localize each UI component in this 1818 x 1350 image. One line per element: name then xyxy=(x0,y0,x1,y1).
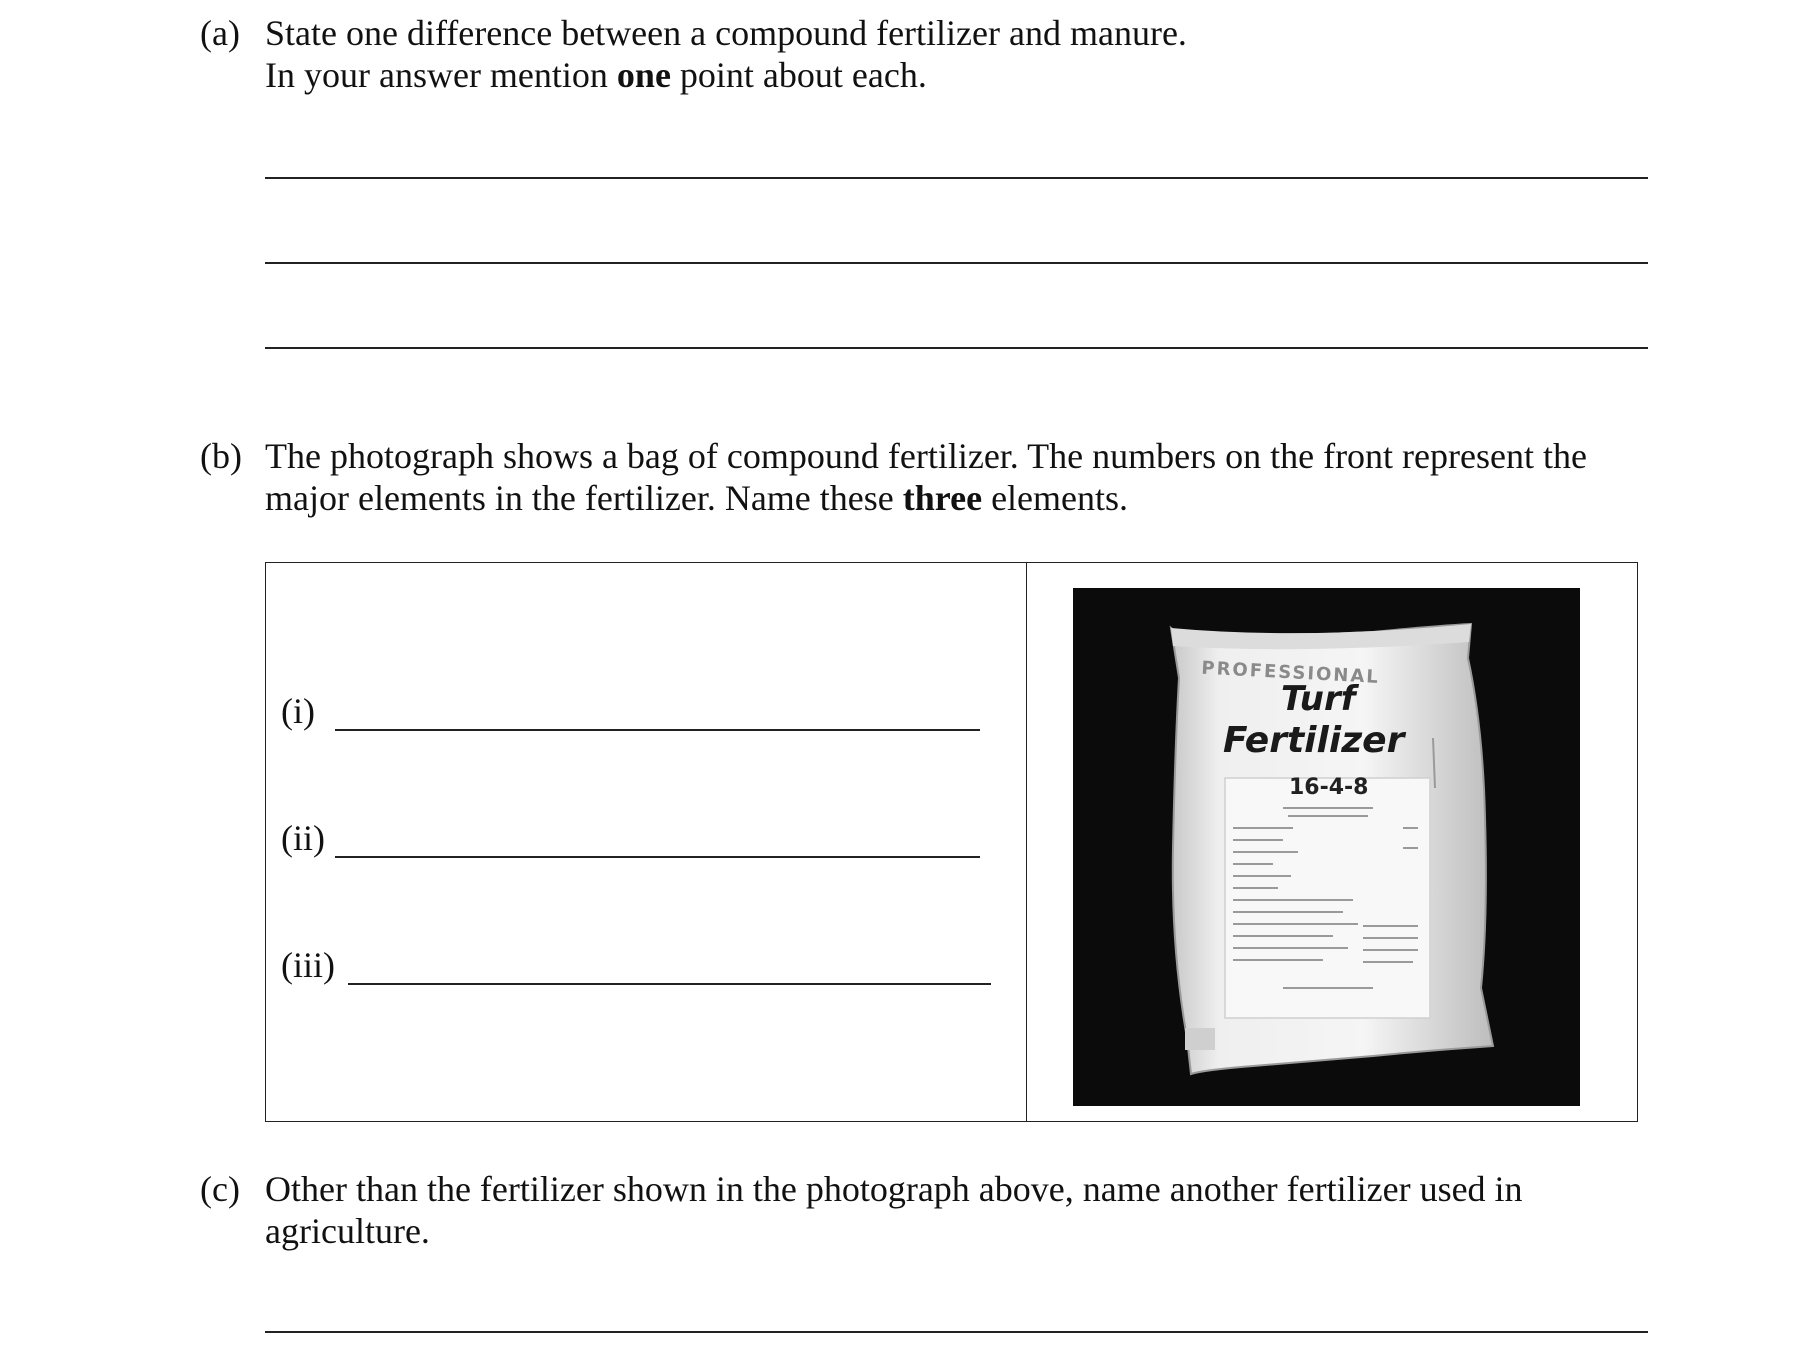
part-b-answer-line-i[interactable] xyxy=(335,729,980,731)
part-b-label: (b) xyxy=(200,436,242,476)
part-c-line1: Other than the fertilizer shown in the photograph above, name another fertilizer used in xyxy=(265,1169,1523,1209)
part-b-item-i-label: (i) xyxy=(281,691,315,731)
part-a-line2: In your answer mention one point about each. xyxy=(265,55,927,95)
bag-label-panel xyxy=(1225,778,1430,1018)
part-b-question xyxy=(265,435,1587,519)
part-a-question xyxy=(265,12,1187,96)
part-b-line1: The photograph shows a bag of compound fertilizer. The numbers on the front represent the xyxy=(265,436,1587,476)
part-b-item-iii-label: (iii) xyxy=(281,945,335,985)
bag-npk-numbers: 16-4-8 xyxy=(1289,775,1369,800)
part-a-answer-line-3[interactable] xyxy=(265,347,1648,349)
bag-title-line2: Fertilizer xyxy=(1223,720,1405,761)
part-c-line2: agriculture. xyxy=(265,1211,430,1251)
fertilizer-bag-illustration xyxy=(1073,588,1580,1106)
part-b-item-ii-label: (ii) xyxy=(281,818,325,858)
part-c-answer-line[interactable] xyxy=(265,1331,1648,1333)
part-c-question xyxy=(265,1168,1523,1252)
part-a-answer-line-2[interactable] xyxy=(265,262,1648,264)
part-c-label: (c) xyxy=(200,1169,240,1209)
bag-barcode xyxy=(1185,1028,1215,1050)
bag-brand-text: PROFESSIONAL xyxy=(1200,657,1381,688)
bag-title-line1: Turf xyxy=(1281,679,1356,719)
fertilizer-bag-photo xyxy=(1073,588,1580,1106)
part-a-label: (a) xyxy=(200,13,240,53)
part-b-answer-line-iii[interactable] xyxy=(348,983,991,985)
part-a-line1: State one difference between a compound fertilizer and manure. xyxy=(265,13,1187,53)
part-a-answer-line-1[interactable] xyxy=(265,177,1648,179)
part-b-line2: major elements in the fertilizer. Name these three elements. xyxy=(265,478,1129,518)
table-divider xyxy=(1026,563,1027,1121)
part-b-answer-line-ii[interactable] xyxy=(335,856,980,858)
